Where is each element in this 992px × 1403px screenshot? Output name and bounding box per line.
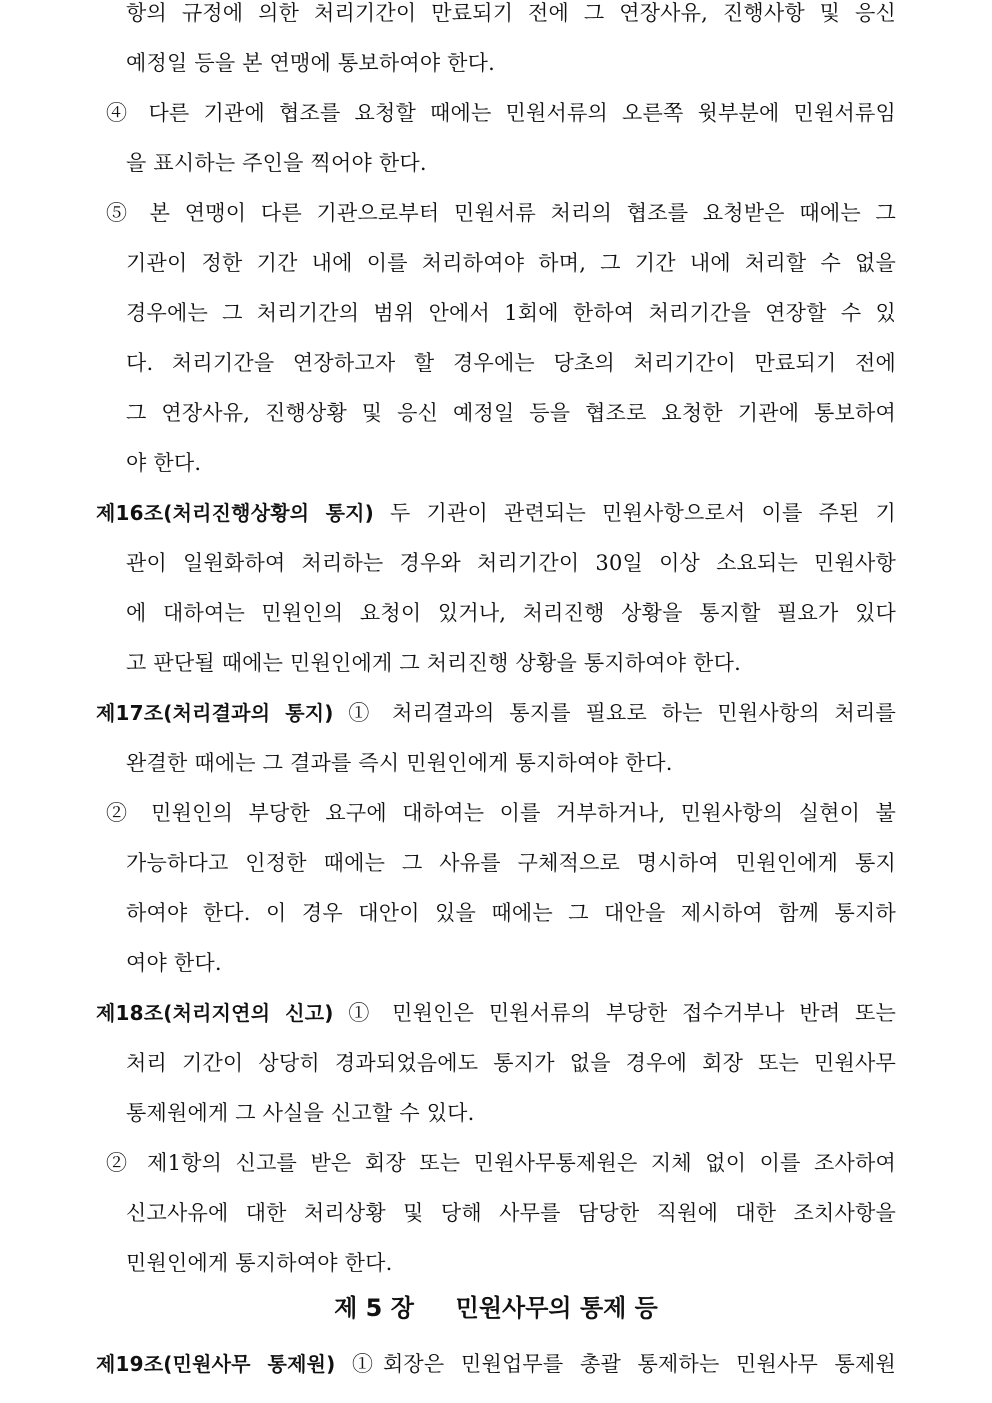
article-17-heading: 제17조(처리결과의 통지) <box>96 701 334 725</box>
paragraph-4: ④ 다른 기관에 협조를 요청할 때에는 민원서류의 오른쪽 윗부분에 민원서류임 <box>106 101 896 125</box>
text-line: 관이 일원화하여 처리하는 경우와 처리기간이 30일 이상 소요되는 민원사항 <box>126 551 896 575</box>
article-16-heading: 제16조(처리진행상황의 통지) <box>96 501 374 525</box>
paragraph-5: ⑤ 본 연맹이 다른 기관으로부터 민원서류 처리의 협조를 요청받은 때에는 그 <box>106 201 896 225</box>
text-line: 여야 한다. <box>126 951 222 975</box>
article-17 <box>96 688 896 738</box>
text-line: 기관이 정한 기간 내에 이를 처리하여야 하며, 그 기간 내에 처리할 수 없을 <box>126 251 896 275</box>
text-line: 에 대하여는 민원인의 요청이 있거나, 처리진행 상황을 통지할 필요가 있다 <box>126 601 896 625</box>
chapter-heading: 제 5 장 민원사무의 통제 등 <box>334 1294 658 1322</box>
text-line: 민원인에게 통지하여야 한다. <box>126 1251 393 1275</box>
article-18 <box>96 988 896 1038</box>
text-line: 하여야 한다. 이 경우 대안이 있을 때에는 그 대안을 제시하여 함께 통지하 <box>126 901 896 925</box>
text-line: 고 판단될 때에는 민원인에게 그 처리진행 상황을 통지하여야 한다. <box>126 651 741 675</box>
text-line: 신고사유에 대한 처리상황 및 당해 사무를 담당한 직원에 대한 조치사항을 <box>126 1201 896 1225</box>
article-19-heading: 제19조(민원사무 통제원) <box>96 1352 336 1376</box>
paragraph-2: ② 제1항의 신고를 받은 회장 또는 민원사무통제원은 지체 없이 이를 조사하여 <box>106 1151 896 1175</box>
text-line: 완결한 때에는 그 결과를 즉시 민원인에게 통지하여야 한다. <box>126 751 673 775</box>
text-line: 을 표시하는 주인을 찍어야 한다. <box>126 151 427 175</box>
article-19 <box>96 1339 896 1389</box>
article-18-text: ① 민원인은 민원서류의 부당한 접수거부나 반려 또는 <box>333 1001 896 1025</box>
text-line: 경우에는 그 처리기간의 범위 안에서 1회에 한하여 처리기간을 연장할 수 있 <box>126 301 896 325</box>
text-line: 다. 처리기간을 연장하고자 할 경우에는 당초의 처리기간이 만료되기 전에 <box>126 351 896 375</box>
text-line: 처리 기간이 상당히 경과되었음에도 통지가 없을 경우에 회장 또는 민원사무 <box>126 1051 896 1075</box>
text-line: 가능하다고 인정한 때에는 그 사유를 구체적으로 명시하여 민원인에게 통지 <box>126 851 896 875</box>
text-line: 예정일 등을 본 연맹에 통보하여야 한다. <box>126 51 496 75</box>
text-line: 항의 규정에 의한 처리기간이 만료되기 전에 그 연장사유, 진행사항 및 응신 <box>126 1 896 25</box>
article-17-text: ① 처리결과의 통지를 필요로 하는 민원사항의 처리를 <box>333 701 896 725</box>
text-line: 통제원에게 그 사실을 신고할 수 있다. <box>126 1101 475 1125</box>
text-line: 야 한다. <box>126 451 202 475</box>
paragraph-2: ② 민원인의 부당한 요구에 대하여는 이를 거부하거나, 민원사항의 실현이 불 <box>106 801 896 825</box>
text-line: 그 연장사유, 진행상황 및 응신 예정일 등을 협조로 요청한 기관에 통보하여 <box>126 401 896 425</box>
article-16-text: 두 기관이 관련되는 민원사항으로서 이를 주된 기 <box>373 501 896 525</box>
article-18-heading: 제18조(처리지연의 신고) <box>96 1001 334 1025</box>
article-16 <box>96 488 896 538</box>
article-19-text: ①회장은 민원업무를 총괄 통제하는 민원사무 통제원 <box>335 1352 896 1376</box>
